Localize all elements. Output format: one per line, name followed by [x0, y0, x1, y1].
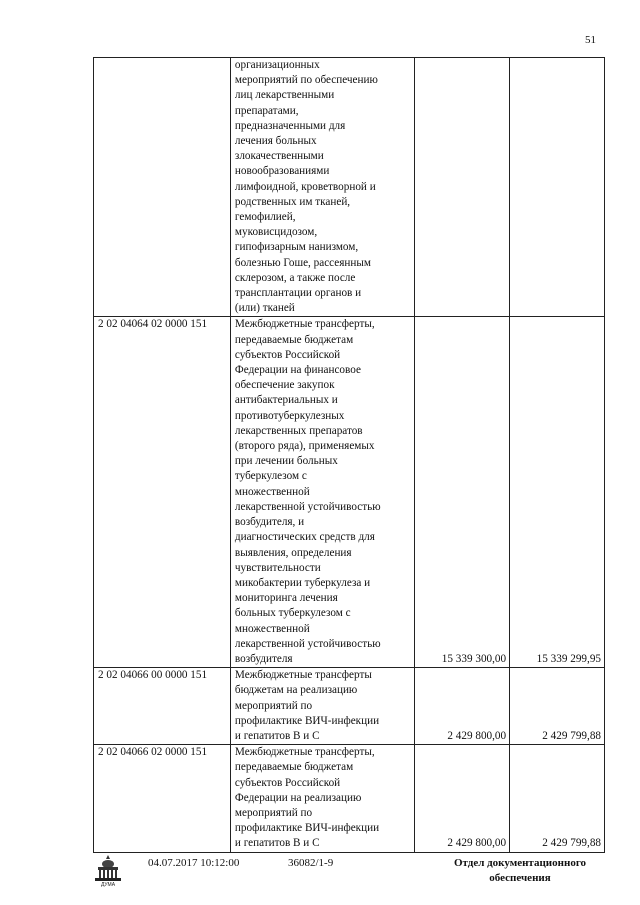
description-line: (второго ряда), применяемых — [234, 440, 375, 453]
description-line: гипофизарным нанизмом, — [234, 241, 359, 254]
description-line: профилактике ВИЧ-инфекции — [234, 822, 380, 835]
row-code: 2 02 04066 02 0000 151 — [94, 745, 231, 852]
row-actual-amount — [510, 58, 605, 317]
row-description — [230, 668, 414, 745]
description-line: Межбюджетные трансферты, — [234, 746, 375, 759]
footer-datetime: 04.07.2017 10:12:00 — [148, 857, 240, 869]
description-line: профилактике ВИЧ-инфекции — [234, 714, 380, 727]
description-line: мероприятий по — [234, 699, 313, 712]
department-line-1: Отдел документационного — [453, 857, 587, 869]
description-line: мероприятий по — [234, 806, 313, 819]
description-line: субъектов Российской — [234, 348, 341, 361]
description-line: микобактерии туберкулеза и — [234, 576, 371, 589]
row-plan-amount: 2 429 800,00 — [415, 668, 510, 745]
description-line: возбудителя, и — [234, 516, 305, 529]
department-line-2: обеспечения — [489, 872, 551, 884]
description-line: (или) тканей — [234, 302, 295, 315]
description-line: лечения больных — [234, 135, 317, 148]
footer-department — [438, 856, 602, 886]
description-line: Федерации на реализацию — [234, 791, 362, 804]
footer-doc-number: 36082/1-9 — [288, 857, 334, 869]
description-line: лиц лекарственными — [234, 89, 335, 102]
row-description — [230, 745, 414, 852]
description-line: передаваемые бюджетам — [234, 761, 354, 774]
description-line: передаваемые бюджетам — [234, 333, 354, 346]
row-code — [94, 58, 231, 317]
description-line: возбудителя — [234, 652, 293, 665]
description-line: Межбюджетные трансферты — [234, 669, 372, 682]
description-line: обеспечение закупок — [234, 379, 335, 392]
description-line: чувствительности — [234, 561, 321, 574]
description-line: субъектов Российской — [234, 776, 341, 789]
table-row — [94, 745, 605, 852]
description-line: бюджетам на реализацию — [234, 684, 358, 697]
description-line: и гепатитов В и С — [234, 729, 320, 742]
budget-table — [93, 57, 605, 853]
description-line: злокачественными — [234, 150, 324, 163]
description-line: множественной — [234, 622, 310, 635]
description-line: склерозом, а также после — [234, 271, 356, 284]
description-line: противотуберкулезных — [234, 409, 345, 422]
description-line: Федерации на финансовое — [234, 364, 361, 377]
row-actual-amount: 2 429 799,88 — [510, 745, 605, 852]
description-line: родственных им тканей, — [234, 195, 351, 208]
table-row — [94, 317, 605, 668]
description-line: предназначенными для — [234, 119, 346, 132]
description-line: и гепатитов В и С — [234, 837, 320, 850]
description-line: туберкулезом с — [234, 470, 307, 483]
description-line: мероприятий по обеспечению — [234, 74, 378, 87]
description-line: лекарственной устойчивостью — [234, 637, 381, 650]
row-description — [230, 317, 414, 668]
description-line: препаратами, — [234, 104, 299, 117]
description-line: трансплантации органов и — [234, 287, 362, 300]
duma-logo — [91, 853, 125, 887]
description-line: выявления, определения — [234, 546, 352, 559]
row-plan-amount: 15 339 300,00 — [415, 317, 510, 668]
description-line: лимфоидной, кроветворной и — [234, 180, 376, 193]
description-line: лекарственных препаратов — [234, 424, 363, 437]
row-code: 2 02 04064 02 0000 151 — [94, 317, 231, 668]
row-plan-amount: 2 429 800,00 — [415, 745, 510, 852]
description-line: диагностических средств для — [234, 531, 375, 544]
description-line: новообразованиями — [234, 165, 330, 178]
row-description — [230, 58, 414, 317]
description-line: лекарственной устойчивостью — [234, 500, 381, 513]
description-line: муковисцидозом, — [234, 226, 318, 239]
row-actual-amount: 15 339 299,95 — [510, 317, 605, 668]
description-line: множественной — [234, 485, 310, 498]
page-number: 51 — [585, 34, 596, 46]
description-line: Межбюджетные трансферты, — [234, 318, 375, 331]
description-line: больных туберкулезом с — [234, 607, 351, 620]
description-line: гемофилией, — [234, 211, 296, 224]
description-line: мониторинга лечения — [234, 592, 338, 605]
row-code: 2 02 04066 00 0000 151 — [94, 668, 231, 745]
table-row — [94, 58, 605, 317]
table-row — [94, 668, 605, 745]
description-line: антибактериальных и — [234, 394, 338, 407]
logo-text: ДУМА — [100, 882, 116, 887]
description-line: при лечении больных — [234, 455, 338, 468]
description-line: организационных — [234, 59, 320, 71]
row-plan-amount — [415, 58, 510, 317]
row-actual-amount: 2 429 799,88 — [510, 668, 605, 745]
description-line: болезнью Гоше, рассеянным — [234, 256, 371, 269]
